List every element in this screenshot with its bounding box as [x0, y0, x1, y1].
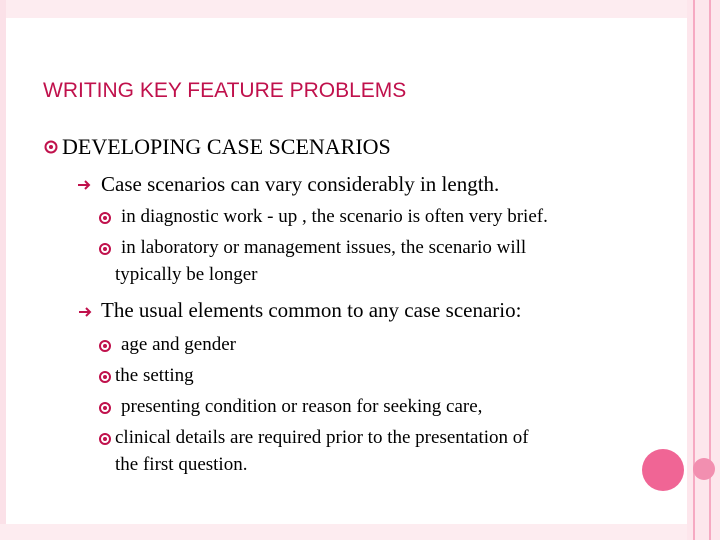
list-item-continuation: the first question.	[115, 454, 248, 475]
gear-bullet-icon	[44, 140, 58, 154]
list-item-continuation: typically be longer	[115, 264, 258, 285]
sub-heading-2: The usual elements common to any case scenario:	[101, 298, 522, 322]
list-item: presenting condition or reason for seeking care,	[121, 396, 483, 417]
decorative-circle-large	[642, 449, 684, 491]
bottom-frame	[0, 524, 720, 540]
bullet-icon	[77, 180, 93, 190]
level1-heading: DEVELOPING CASE SCENARIOS	[62, 134, 391, 159]
decorative-circle-small	[693, 458, 715, 480]
sub-heading-1: Case scenarios can vary considerably in length.	[101, 172, 500, 196]
gear-bullet-icon	[98, 242, 112, 256]
list-item: clinical details are required prior to the presentation of	[115, 427, 529, 448]
top-frame	[0, 0, 720, 18]
rail-line	[693, 0, 695, 540]
list-item: in laboratory or management issues, the scenario will	[121, 237, 527, 258]
left-frame	[0, 0, 6, 540]
gear-bullet-icon	[98, 432, 112, 446]
gear-bullet-icon	[98, 339, 112, 353]
list-item: age and gender	[121, 334, 236, 355]
slide-title: WRITING KEY FEATURE PROBLEMS	[43, 79, 407, 102]
gear-bullet-icon	[98, 401, 112, 415]
bullet-icon	[78, 307, 94, 317]
list-item: the setting	[115, 365, 194, 386]
gear-bullet-icon	[98, 211, 112, 225]
gear-bullet-icon	[98, 370, 112, 384]
list-item: in diagnostic work - up , the scenario is often very brief.	[121, 206, 548, 227]
